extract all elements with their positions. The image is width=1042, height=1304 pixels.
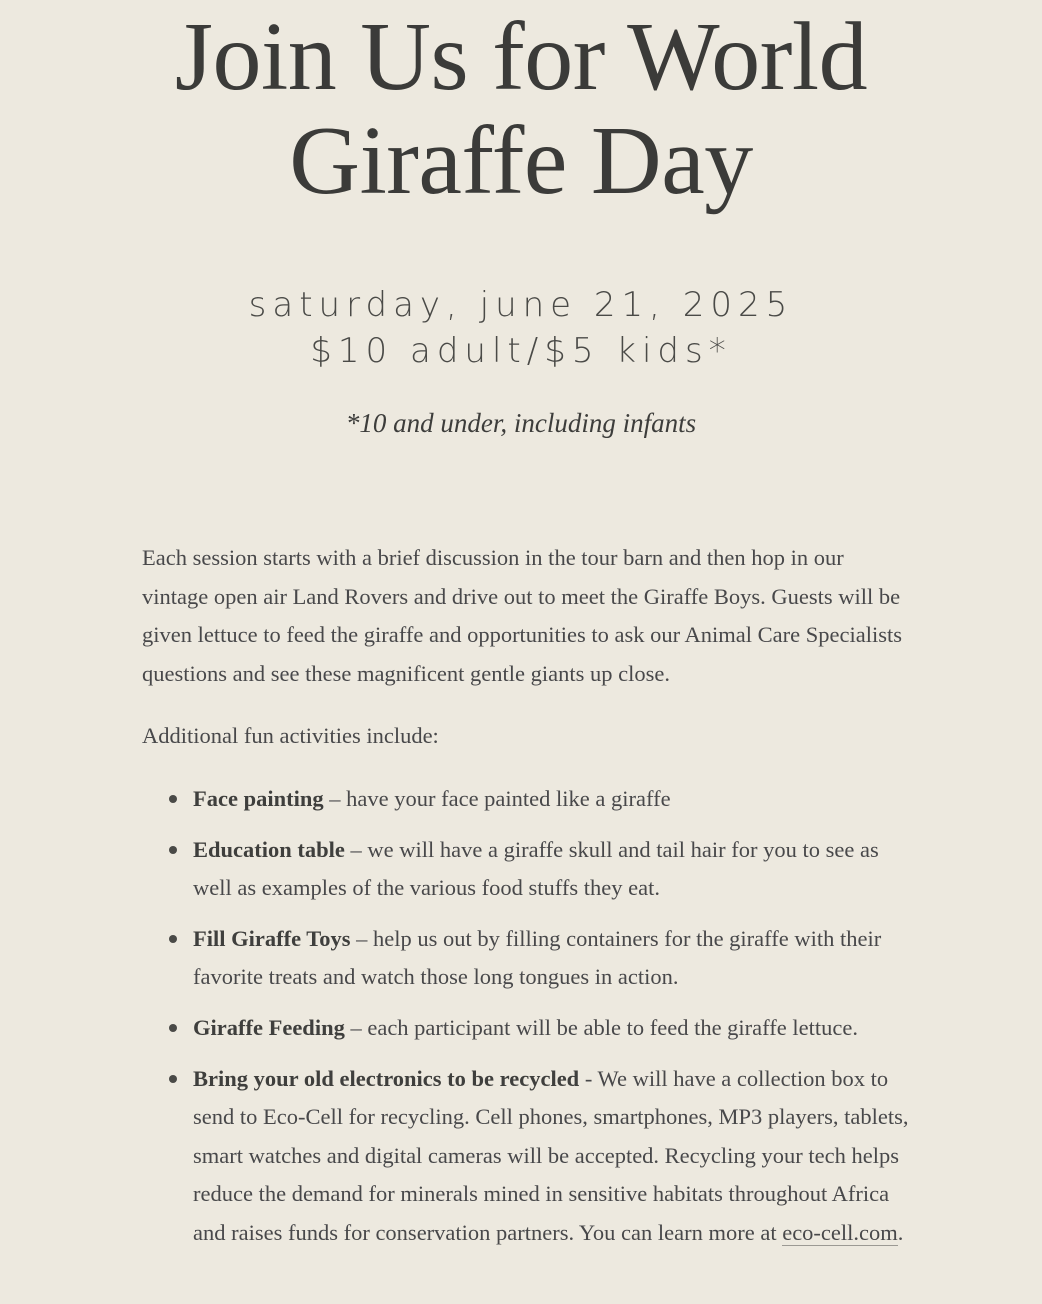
list-item: [142, 1060, 912, 1253]
activity-text: – help us out by filling containers for the giraffe with their favorite treats and watch those long tongues in action.: [193, 925, 882, 990]
activity-text: – we will have a giraffe skull and tail hair for you to see as well as examples of the various food stuffs they eat.: [193, 836, 879, 901]
title-line-1: Join Us for World: [174, 3, 868, 111]
intro-paragraph: Each session starts with a brief discussion in the tour barn and then hop in our vintage open air Land Rovers and drive out to meet the Giraffe Boys. Guests will be given lettuce to feed the giraffe and opportunities to ask our Animal Care Specialists questions and see these magnificent gentle giants up close.: [142, 545, 903, 686]
activity-name: Fill Giraffe Toys: [193, 925, 351, 951]
activity-name: Education table: [193, 836, 345, 862]
activity-text: - We will have a collection box to send to Eco-Cell for recycling. Cell phones, smartphones, MP3 players, tablets, smart watches and digital cameras will be accepted. Recycling your tech helps reduce the demand for minerals mined in sensitive habitats throughout Africa and raises funds for conservation partners. You can learn more at: [193, 1065, 909, 1245]
title-line-2: Giraffe Day: [289, 107, 753, 215]
list-item: [142, 1009, 912, 1048]
list-item: [142, 920, 912, 997]
pricing-footnote: *10 and under, including infants: [345, 408, 697, 438]
activities-list: [142, 780, 912, 1253]
activity-name: Giraffe Feeding: [193, 1014, 345, 1040]
activity-text: – each participant will be able to feed the giraffe lettuce.: [344, 1014, 858, 1040]
event-date: saturday, june 21, 2025: [248, 285, 794, 325]
activity-end-punctuation: .: [897, 1219, 904, 1245]
activity-name: Bring your old electronics to be recycled: [193, 1065, 580, 1091]
list-item: [142, 831, 912, 908]
page-title: [0, 5, 1042, 213]
activity-text: – have your face painted like a giraffe: [323, 785, 671, 811]
event-pricing: $10 adult/$5 kids*: [310, 331, 732, 371]
event-description: [142, 539, 912, 1265]
activity-name: Face painting: [193, 785, 324, 811]
eco-cell-link[interactable]: eco-cell.com: [782, 1219, 898, 1245]
event-details: [0, 282, 1042, 374]
activities-lead: Additional fun activities include:: [142, 723, 439, 749]
list-item: [142, 780, 912, 819]
